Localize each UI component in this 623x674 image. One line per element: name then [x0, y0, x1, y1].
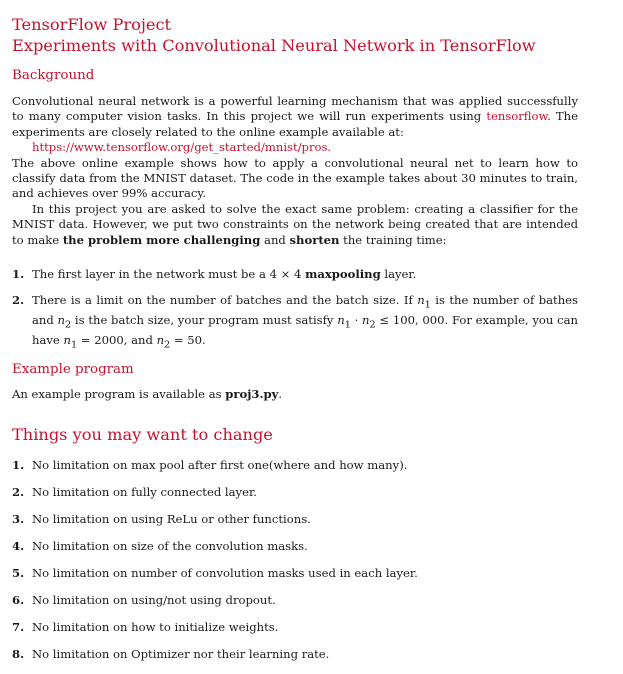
example-url-link[interactable]: https://www.tensorflow.org/get_started/mnist/pros. — [32, 140, 332, 155]
list-item: 5. No limitation on number of convolution masks used in each layer. — [12, 566, 418, 580]
list-item: 2. There is a limit on the number of batches and the batch size. If $n_1$ is the number of bathes and $n_2$ is the batch size, your program must satisfy $n_1 \cdot n_2 \le 100$, 000. For example, you can have $n_1 = 2000$, and $n_2 = 50$. — [12, 293, 578, 351]
example-text: An example program is available as proj3.py. — [12, 387, 283, 401]
list-item: 7. No limitation on how to initialize weights. — [12, 620, 279, 634]
list-item: 2. No limitation on fully connected layer. — [12, 485, 257, 499]
background-section — [12, 94, 578, 248]
list-item: 4. No limitation on size of the convolution masks. — [12, 539, 308, 553]
title-block — [12, 14, 536, 56]
title-line-1: TensorFlow Project — [12, 15, 172, 34]
list-item: 6. No limitation on using/not using dropout. — [12, 593, 276, 607]
tensorflow-link[interactable]: tensorflow — [486, 109, 548, 124]
example-heading: Example program — [12, 362, 134, 377]
list-item: 1. The first layer in the network must be a 4 × 4 maxpooling layer. — [12, 267, 417, 281]
background-heading: Background — [12, 68, 95, 83]
list-item: 1. No limitation on max pool after first one(where and how many). — [12, 458, 408, 472]
list-item: 3. No limitation on using ReLu or other functions. — [12, 512, 311, 526]
background-paragraph-3: In this project you are asked to solve the exact same problem: creating a classifier for the MNIST data. However, we put two constraints on the network being created that are intended to make the problem more challenging and shorten the training time: — [12, 201, 578, 247]
changes-heading: Things you may want to change — [12, 425, 273, 444]
background-paragraph-1: Convolutional neural network is a powerful learning mechanism that was applied successfully to many computer vision tasks. In this project we will run experiments using tensorflow. The experiments are closely related to the online example available at: — [12, 94, 578, 139]
list-item: 8. No limitation on Optimizer nor their learning rate. — [12, 647, 330, 661]
changes-list — [12, 458, 578, 674]
title-line-2: Experiments with Convolutional Neural Network in TensorFlow — [12, 36, 536, 55]
example-filename: proj3.py — [225, 387, 279, 401]
background-paragraph-2: The above online example shows how to apply a convolutional neural net to learn how to classify data from the MNIST dataset. The code in the example takes about 30 minutes to train, and achieves over 99% accuracy. — [12, 155, 578, 201]
constraints-list — [12, 267, 578, 353]
